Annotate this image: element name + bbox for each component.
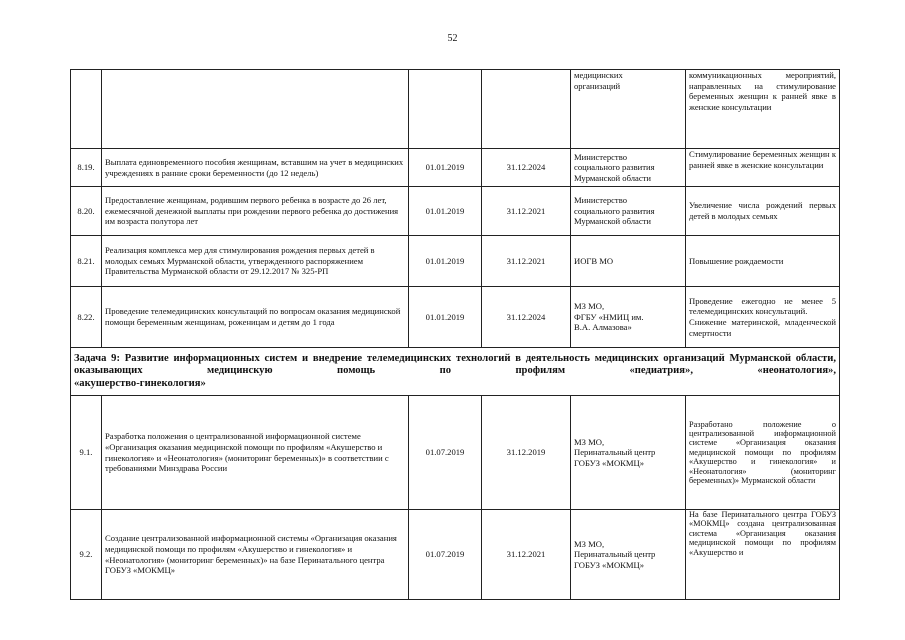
- table-row: [71, 187, 840, 236]
- task-heading-row: [71, 348, 840, 396]
- expected-result: Разработано положение о централизованной информационной системе «Организация оказания медицинской помощи по профилям «Акушерство и гинекология» и «Неонатология» (мониторинг беременных)» Мурманской области: [686, 396, 840, 510]
- expected-result: Проведение ежегодно не менее 5 телемедицинских консультаций. Снижение материнской, младенческой смертности: [686, 287, 840, 348]
- end-date: 31.12.2021: [482, 510, 571, 600]
- end-date: 31.12.2021: [482, 187, 571, 236]
- row-number: 9.1.: [71, 396, 102, 510]
- table-row: [71, 396, 840, 510]
- task-heading-text: Задача 9: Развитие информационных систем и внедрение телемедицинских технологий в деятельность медицинских организаций Мурманской области, оказывающих медицинскую помощь по профилям «педиатрия», «неонатология»,: [74, 353, 836, 377]
- measure-name: Создание централизованной информационной системы «Организация оказания медицинской помощи по профилям «Акушерство и гинекология» и «Неонатология» (мониторинг беременных)» на базе Перинатального центра ГОБУЗ «МОКМЦ»: [102, 510, 409, 600]
- start-date: 01.01.2019: [409, 187, 482, 236]
- table-row: [71, 236, 840, 287]
- start-date: 01.01.2019: [409, 287, 482, 348]
- expected-result: Увеличение числа рождений первых детей в молодых семьях: [686, 187, 840, 236]
- start-date: [409, 70, 482, 149]
- end-date: 31.12.2021: [482, 236, 571, 287]
- measure-name: [102, 70, 409, 149]
- page-number: 52: [447, 33, 458, 44]
- end-date: 31.12.2019: [482, 396, 571, 510]
- start-date: 01.07.2019: [409, 396, 482, 510]
- measure-name: Реализация комплекса мер для стимулирования рождения первых детей в молодых семьях Мурманской области, утвержденного распоряжением Правительства Мурманской области от 29.12.2017 № 325-РП: [102, 236, 409, 287]
- table-row: [71, 510, 840, 600]
- executor: МЗ МО, Перинатальный центр ГОБУЗ «МОКМЦ»: [571, 396, 686, 510]
- task-heading-text-last: «акушерство-гинекология»: [74, 377, 206, 389]
- expected-result: На базе Перинатального центра ГОБУЗ «МОКМЦ» создана централизованная система «Организация оказания медицинской помощи по профилям «Акушерство и: [686, 510, 840, 600]
- table-row: [71, 70, 840, 149]
- table-row: [71, 149, 840, 187]
- row-number: 8.21.: [71, 236, 102, 287]
- measure-name: Проведение телемедицинских консультаций по вопросам оказания медицинской помощи беременным женщинам, роженицам и детям до 1 года: [102, 287, 409, 348]
- expected-result: Повышение рождаемости: [686, 236, 840, 287]
- expected-result: Стимулирование беременных женщин к ранней явке в женские консультации: [686, 149, 840, 187]
- measure-name: Предоставление женщинам, родившим первого ребенка в возрасте до 26 лет, ежемесячной денежной выплаты при рождении первого ребенка до достижения им возраста полутора лет: [102, 187, 409, 236]
- row-number: 8.20.: [71, 187, 102, 236]
- row-number: [71, 70, 102, 149]
- measures-table: [70, 69, 840, 600]
- start-date: 01.01.2019: [409, 149, 482, 187]
- start-date: 01.07.2019: [409, 510, 482, 600]
- start-date: 01.01.2019: [409, 236, 482, 287]
- end-date: 31.12.2024: [482, 287, 571, 348]
- row-number: 8.22.: [71, 287, 102, 348]
- row-number: 9.2.: [71, 510, 102, 600]
- executor: медицинских организаций: [571, 70, 686, 149]
- row-number: 8.19.: [71, 149, 102, 187]
- end-date: [482, 70, 571, 149]
- task-heading: [71, 348, 840, 396]
- measure-name: Разработка положения о централизованной информационной системе «Организация оказания медицинской помощи по профилям «Акушерство и гинекология» и «Неонатология» (мониторинг беременных)» в соответствии с требованиями Минздрава России: [102, 396, 409, 510]
- table-row: [71, 287, 840, 348]
- executor: МЗ МО, Перинатальный центр ГОБУЗ «МОКМЦ»: [571, 510, 686, 600]
- expected-result: коммуникационных мероприятий, направленных на стимулирование беременных женщин к ранней явке в женские консультации: [686, 70, 840, 149]
- measure-name: Выплата единовременного пособия женщинам, вставшим на учет в медицинских учреждениях в ранние сроки беременности (до 12 недель): [102, 149, 409, 187]
- executor: ИОГВ МО: [571, 236, 686, 287]
- executor: Министерство социального развития Мурманской области: [571, 149, 686, 187]
- end-date: 31.12.2024: [482, 149, 571, 187]
- executor: МЗ МО, ФГБУ «НМИЦ им. В.А. Алмазова»: [571, 287, 686, 348]
- executor: Министерство социального развития Мурманской области: [571, 187, 686, 236]
